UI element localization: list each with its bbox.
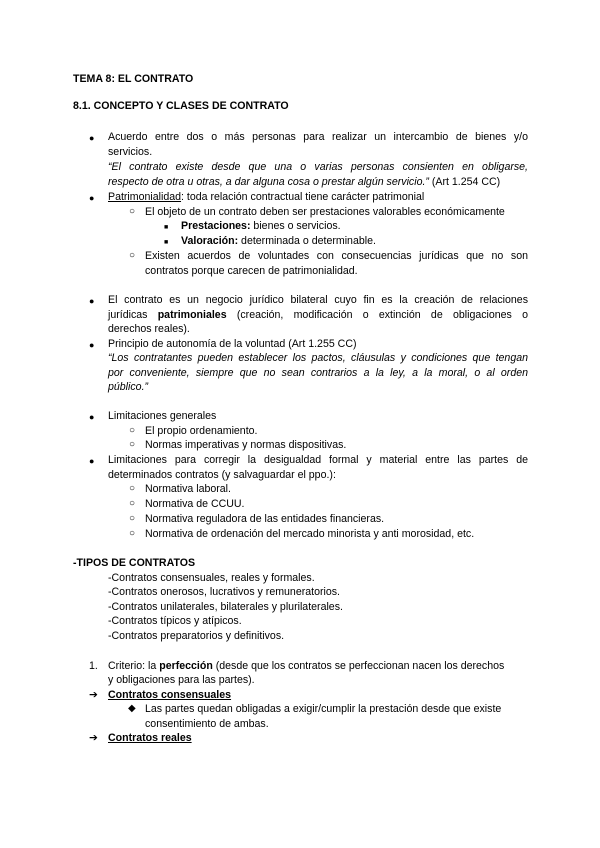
criterio-post: (desde que los contratos se perfeccionan nacen los derechos [212,660,505,672]
patrimonialidad-rest: : toda relación contractual tiene carácter patrimonial [181,191,425,203]
square-bullet-icon: ■ [164,224,169,231]
patrimonialidad-term: Patrimonialidad [108,191,182,203]
circle-bullet-icon: ○ [129,250,136,261]
limitaciones-generales-item: El propio ordenamiento. [145,425,258,437]
contratos-consensuales-title: Contratos consensuales [108,689,232,701]
patrimonialidad-sub-2-line-1: Existen acuerdos de voluntades con consecuencias jurídicas que no son [145,250,528,262]
negocio-line-3: derechos reales). [108,323,190,335]
patrimonialidad-sub-2-line-2: contratos porque carecen de patrimonialidad. [145,265,358,277]
acuerdo-quote-1: “El contrato existe desde que una o varias personas consienten en obligarse, [108,161,528,173]
tipos-item: -Contratos unilaterales, bilaterales y plurilaterales. [108,601,343,613]
criterio-bold: perfección [159,660,213,672]
limitaciones-corregir-item: Normativa reguladora de las entidades financieras. [145,513,385,525]
circle-bullet-icon: ○ [129,425,136,436]
negocio-line-1: El contrato es un negocio jurídico bilateral cuyo fin es la creación de relaciones [108,294,528,306]
valoracion-line [181,234,376,248]
acuerdo-quote-2 [108,175,500,189]
arrow-icon: ➔ [89,689,98,701]
limitaciones-generales-title: Limitaciones generales [108,410,217,422]
tipos-title: -TIPOS DE CONTRATOS [73,557,196,569]
patrimonialidad-line [108,190,424,204]
bullet-icon: ● [89,456,95,466]
limitaciones-corregir-line-2: determinados contratos (y salvaguardar el ppo.): [108,469,336,481]
criterio-pre: Criterio: la [108,660,160,672]
circle-bullet-icon: ○ [129,528,136,539]
consensuales-line-2: consentimiento de ambas. [145,718,269,730]
negocio-line-2-bold: patrimoniales [157,309,227,321]
arrow-icon: ➔ [89,732,98,744]
patrimonialidad-sub-1: El objeto de un contrato deben ser prestaciones valorables económicamente [145,206,505,218]
prestaciones-label: Prestaciones: [181,220,251,232]
bullet-icon: ● [89,133,95,143]
limitaciones-corregir-item: Normativa laboral. [145,483,231,495]
tipos-item: -Contratos preparatorios y definitivos. [108,630,285,642]
bullet-icon: ● [89,296,95,306]
negocio-line-2 [108,308,528,322]
bullet-icon: ● [89,412,95,422]
limitaciones-corregir-line-1: Limitaciones para corregir la desigualdad formal y material entre las partes de [108,454,528,466]
negocio-line-2-post: (creación, modificación o extinción de obligaciones o [226,309,528,321]
negocio-line-2-pre: jurídicas [108,309,158,321]
tipos-item: -Contratos consensuales, reales y formales. [108,572,315,584]
bullet-icon: ● [89,193,95,203]
circle-bullet-icon: ○ [129,513,136,524]
valoracion-label: Valoración: [181,235,239,247]
contratos-reales-title: Contratos reales [108,732,192,744]
circle-bullet-icon: ○ [129,206,136,217]
autonomia-line-1: Principio de autonomía de la voluntad (Art 1.255 CC) [108,338,357,350]
criterio-line-2: y obligaciones para las partes). [108,674,255,686]
autonomia-quote-1: “Los contratantes pueden establecer los pactos, cláusulas y condiciones que tengan [108,352,528,364]
prestaciones-line [181,219,341,233]
autonomia-quote-3: público.” [108,381,149,393]
autonomia-quote-2: por conveniente, siempre que no sean contrarios a la ley, a la moral, o al orden [108,367,528,379]
consensuales-line-1: Las partes quedan obligadas a exigir/cumplir la prestación desde que existe [145,703,502,715]
bullet-icon: ● [89,340,95,350]
criterio-line-1 [108,659,504,673]
limitaciones-corregir-item: Normativa de CCUU. [145,498,245,510]
tipos-item: -Contratos onerosos, lucrativos y remuneratorios. [108,586,340,598]
valoracion-text: determinada o determinable. [238,235,376,247]
acuerdo-quote-2-text: respecto de otra u otras, a dar alguna cosa o prestar algún servicio.” [108,176,429,188]
square-bullet-icon: ■ [164,239,169,246]
list-number: 1. [89,660,98,672]
diamond-bullet-icon: ◆ [128,703,136,714]
circle-bullet-icon: ○ [129,439,136,450]
section-title: 8.1. CONCEPTO Y CLASES DE CONTRATO [73,100,289,112]
tipos-item: -Contratos típicos y atípicos. [108,615,242,627]
acuerdo-line-1: Acuerdo entre dos o más personas para realizar un intercambio de bienes y/o [108,131,528,143]
limitaciones-corregir-item: Normativa de ordenación del mercado minorista y anti morosidad, etc. [145,528,475,540]
circle-bullet-icon: ○ [129,483,136,494]
circle-bullet-icon: ○ [129,498,136,509]
acuerdo-quote-ref: (Art 1.254 CC) [431,176,501,188]
limitaciones-generales-item: Normas imperativas y normas dispositivas. [145,439,347,451]
prestaciones-text: bienes o servicios. [250,220,341,232]
acuerdo-line-2: servicios. [108,146,153,158]
document-title: TEMA 8: EL CONTRATO [73,73,194,85]
